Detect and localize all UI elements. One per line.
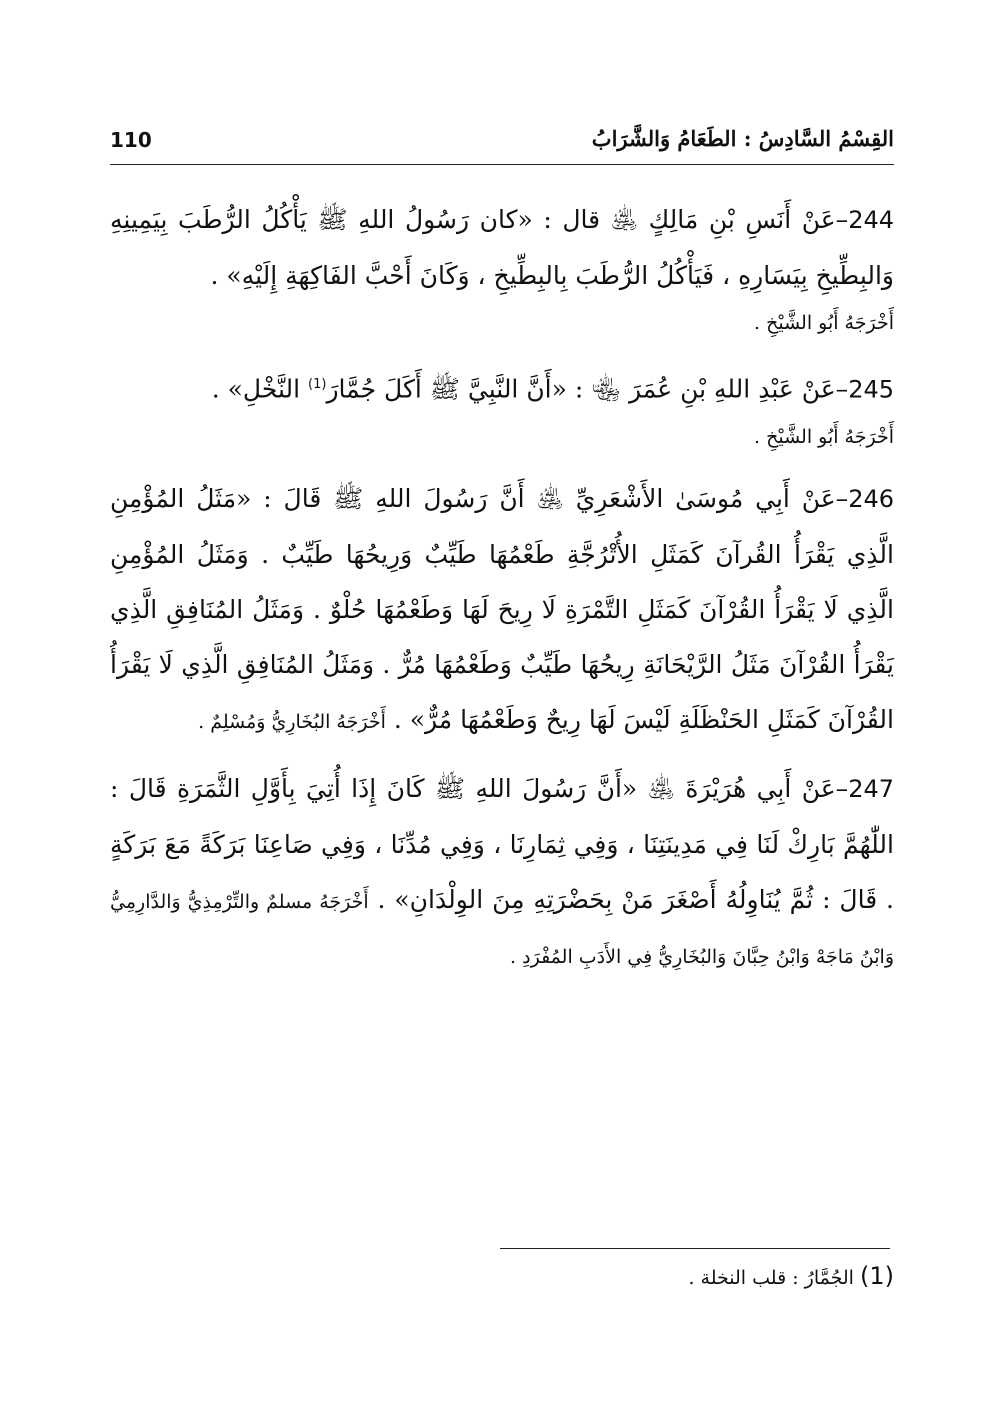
hadith-source: أَخْرَجَهُ البُخَارِيُّ وَمُسْلِمٌ . bbox=[198, 711, 386, 734]
hadith-number: 246 bbox=[848, 485, 894, 514]
hadith-number: 244 bbox=[848, 206, 894, 234]
header-divider bbox=[110, 164, 894, 165]
footnote bbox=[688, 1262, 894, 1290]
hadith-body: –عَنْ أَنَسِ بْنِ مَالِكٍ ﵁ قال : «كان رَسُولُ اللهِ ﷺ يَأْكُلُ الرُّطَبَ بِيَمِينِهِ وَالبِطِّيخِ بِيَسَارِهِ ، فَيَأْكُلُ الرُّطَبَ بِالبِطِّيخِ ، وَكَانَ أَحْبَّ الفَاكِهَةِ إِلَيْهِ» . bbox=[110, 205, 894, 290]
hadith-text bbox=[110, 471, 894, 747]
hadith-text bbox=[110, 761, 894, 982]
page-number: 110 bbox=[110, 128, 152, 152]
page-header bbox=[110, 120, 894, 160]
hadith-body-end: النَّخْلِ» . bbox=[211, 374, 309, 404]
hadith-244 bbox=[110, 192, 894, 343]
page-content bbox=[110, 192, 894, 996]
hadith-source: أَخْرَجَهُ مسلمٌ والتِّرْمِذِيُّ وَالدَّارِمِيُّ وَابْنُ مَاجَهْ وَابْنُ حِبَّانَ وَالبُخَارِيُّ فِي الأَدَبِ المُفْرَدِ . bbox=[110, 891, 894, 969]
footnote-divider bbox=[500, 1248, 890, 1249]
hadith-text bbox=[110, 357, 894, 417]
hadith-text bbox=[110, 192, 894, 303]
section-title: القِسْمُ السَّادِسُ : الطَعَامُ وَالشَّرَابُ bbox=[591, 126, 894, 151]
hadith-number: 245 bbox=[848, 375, 894, 404]
hadith-body: –عَنْ أَبِي هُرَيْرَةَ ﵁ «أَنَّ رَسُولَ اللهِ ﷺ كَانَ إِذَا أُتِيَ بِأَوَّلِ الثَّمَرَةِ قَالَ : اللّٰهُمَّ بَارِكْ لَنَا فِي مَدِينَتِنَا ، وَفِي ثِمَارِنَا ، وَفِي مُدِّنَا ، وَفِي صَاعِنَا بَرَكَةً مَعَ بَرَكَةٍ . قَالَ : ثُمَّ يُنَاوِلُهُ أَصْغَرَ مَنْ بِحَضْرَتِهِ مِنَ الوِلْدَانِ» . bbox=[110, 774, 894, 915]
hadith-number: 247 bbox=[848, 775, 894, 804]
footnote-reference: (1) bbox=[308, 377, 327, 392]
hadith-source: أَخْرَجَهُ أَبُو الشَّيْخِ . bbox=[754, 312, 894, 334]
hadith-source: أَخْرَجَهُ أَبُو الشَّيْخِ . bbox=[754, 426, 894, 449]
hadith-247 bbox=[110, 761, 894, 982]
footnote-text: الجُمَّارُ : قلب النخلة . bbox=[688, 1267, 860, 1289]
hadith-246 bbox=[110, 471, 894, 747]
hadith-body: –عَنْ أَبِي مُوسَىٰ الأَشْعَرِيِّ ﵁ أَنَّ رَسُولَ اللهِ ﷺ قَالَ : «مَثَلُ المُؤْمِنِ الَّذِي يَقْرَأُ القُرآنَ كَمَثَلِ الأُتْرُجَّةِ طَعْمُهَا طَيِّبٌ وَرِيحُهَا طَيِّبٌ . وَمَثَلُ المُؤْمِنِ الَّذِي لَا يَقْرَأُ القُرْآنَ كَمَثَلِ التَّمْرَةِ لَا رِيحَ لَهَا وَطَعْمُهَا حُلْوٌ . وَمَثَلُ المُنَافِقِ الَّذِي يَقْرَأُ القُرْآنَ مَثَلُ الرَّيْحَانَةِ رِيحُهَا طَيِّبٌ وَطَعْمُهَا مُرٌّ . وَمَثَلُ المُنَافِقِ الَّذِي لَا يَقْرَأُ القُرْآنَ كَمَثَلِ الحَنْظَلَةِ لَيْسَ لَهَا رِيحٌ وَطَعْمُهَا مُرٌّ» . bbox=[110, 484, 894, 735]
hadith-245 bbox=[110, 357, 894, 457]
footnote-number: (1) bbox=[859, 1262, 894, 1290]
hadith-body: –عَنْ عَبْدِ اللهِ بْنِ عُمَرَ ﵄ : «أَنَّ النَّبِيَّ ﷺ أَكَلَ جُمَّارَ bbox=[326, 374, 849, 404]
